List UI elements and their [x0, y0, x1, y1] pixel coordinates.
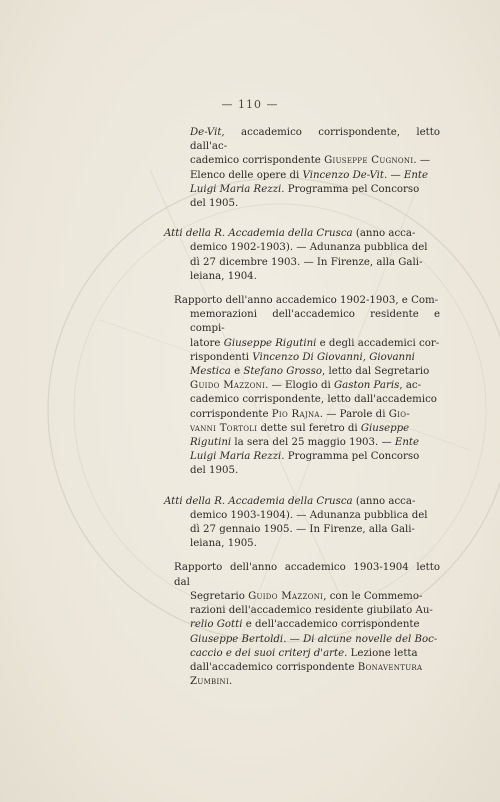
entry-rapporto-1903-1904: Rapporto dell'anno accademico 1903-1904 letto dal Segretario Guido Mazzoni, con le Commemo- razioni dell'accademico residente giubilato Au- relio Gotti e dell'accademico corrispondente Giuseppe Bertoldi. — Di alcune novelle del Boc- caccio e dei suoi criterj d'arte. Lezione letta dall'accademico corrispondente Bonaventura Zumbini.	[174, 562, 440, 688]
entry-atti-1902-1903: Atti della R. Accademia della Crusca (anno acca- demico 1902-1903). — Adunanza pubblica del dì 27 dicembre 1903. — In Firenze, alla Gali- leiana, 1904.	[164, 228, 428, 282]
page-number: — 110 —	[221, 98, 279, 111]
entry-continuation: De-Vit, accademico corrispondente, letto dall'ac- cademico corrispondente Giuseppe Cugnoni. — Elenco delle opere di Vincenzo De-Vit. — Ente Luigi Maria Rezzi. Programma pel Concorso del 1905.	[190, 127, 440, 210]
bibliography-content	[164, 126, 440, 689]
entry-atti-1903-1904: Atti della R. Accademia della Crusca (anno acca- demico 1903-1904). — Adunanza pubblica del dì 27 gennaio 1905. — In Firenze, alla Gali- leiana, 1905.	[164, 495, 428, 550]
entry-rapporto-1902-1903: Rapporto dell'anno accademico 1902-1903, e Com- memorazioni dell'accademico residente e compi- latore Giuseppe Rigutini e degli accademici cor- rispondenti Vincenzo Di Giovanni, Giovanni Mestica e Stefano Grosso, letto dal Segretario Guido Mazzoni. — Elogio di Gaston Paris, ac- cademico corrispondente, letto dall'accademico corrispondente Pio Rajna. — Parole di Gio- vanni Tortoli dette sul feretro di Giuseppe Rigutini la sera del 25 maggio 1903. — Ente Luigi Maria Rezzi. Programma pel Concorso del 1905.	[174, 295, 440, 477]
